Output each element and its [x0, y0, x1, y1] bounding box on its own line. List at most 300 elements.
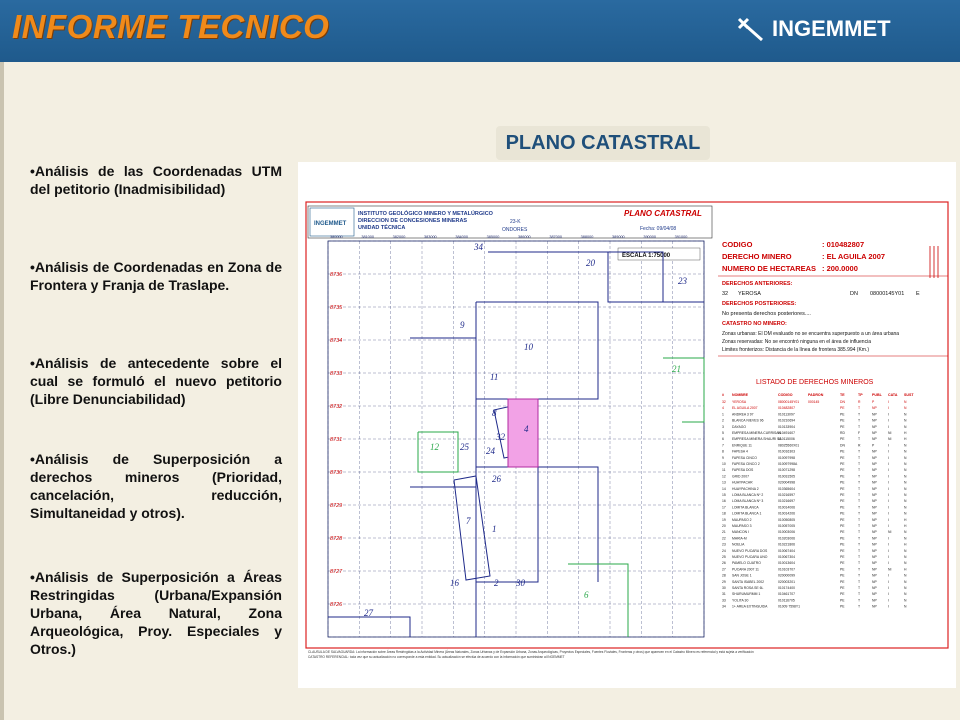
listado-cell: PE: [840, 412, 845, 417]
listado-cell: YEROSA: [732, 400, 747, 404]
listado-cell: T: [858, 455, 861, 460]
listado-cell: N: [904, 511, 907, 516]
listado-cell: N: [904, 573, 907, 578]
listado-cell: ANDREA 3 97: [732, 412, 754, 417]
map-date: Fecha: 09/04/08: [640, 226, 677, 232]
listado-title: LISTADO DE DERECHOS MINEROS: [756, 379, 874, 386]
listado-cell: R: [858, 400, 861, 404]
area-number: 16: [450, 578, 459, 588]
listado-cell: N: [904, 579, 907, 584]
listado-cell: NP: [872, 468, 877, 473]
listado-cell: T: [858, 437, 861, 442]
listado-cell: LOMA BLANCA Nº 3: [732, 499, 764, 504]
listado-cell: N: [904, 443, 907, 448]
listado-cell: 010067404: [778, 548, 795, 553]
listado-cell: DN: [840, 400, 845, 404]
listado-cell: EL AGUILA 2007: [732, 406, 758, 411]
left-rule: [0, 62, 4, 720]
listado-cell: PE: [840, 517, 845, 522]
listado-cell: 010133904: [778, 424, 795, 429]
listado-header: TE: [840, 393, 845, 397]
listado-cell: NP: [872, 530, 877, 535]
top-tick-label: 388000: [580, 235, 594, 239]
listado-cell: T: [858, 573, 861, 578]
left-tick-label: 8733: [330, 371, 343, 377]
footnote-line: CATASTRO REFERENCIAL: toda vez que su actualización no corresponde a esta entidad. Su actualización se efectúa de acuerdo con la información que suministran al INGEMMET: [308, 655, 565, 659]
plano-catastral-label: PLANO CATASTRAL: [496, 126, 710, 160]
listado-cell: I: [888, 468, 889, 473]
listado-cell: NP: [872, 431, 877, 435]
listado-cell: NP: [872, 598, 877, 603]
listado-cell: NP: [872, 449, 877, 454]
listado-header: CODIGO: [778, 393, 793, 397]
listado-cell: N: [904, 536, 907, 541]
left-tick-label: 8736: [330, 272, 343, 278]
listado-cell: I: [888, 586, 889, 590]
listado-cell: P: [872, 443, 875, 448]
listado-cell: PE: [840, 424, 845, 429]
listado-cell: PE: [840, 511, 845, 516]
listado-cell: T: [858, 592, 861, 597]
catastro-line: Zonas urbanas: El DM evaluado no se encuentra superpuesto a un área urbana: [722, 331, 900, 337]
posteriores-text: No presenta derechos posteriores....: [722, 311, 811, 317]
listado-cell: 32: [722, 400, 726, 404]
top-tick-label: 385000: [486, 235, 500, 239]
listado-cell: T: [858, 493, 861, 497]
bullet-item: •Análisis de Superposición a Áreas Restringidas (Urbana/Expansión Urbana, Área Natural, Zona Arqueológica, Proy. Especiales y Otros.): [30, 569, 282, 657]
listado-cell: NP: [872, 517, 877, 522]
listado-cell: NI: [888, 530, 892, 535]
listado-cell: I: [888, 400, 889, 404]
anteriores-cell: YEROSA: [738, 291, 761, 297]
listado-cell: 7: [722, 443, 724, 448]
bullet-item: •Análisis de Superposición a derechos mineros (Prioridad, cancelación, reducción, Simultaneidad y otros).: [30, 451, 282, 521]
listado-cell: T: [858, 567, 861, 572]
top-tick-label: 382000: [392, 235, 406, 239]
listado-cell: T: [858, 499, 861, 504]
area-number: 30: [516, 578, 525, 588]
listado-cell: NI: [888, 567, 892, 572]
listado-cell: T: [858, 468, 861, 473]
listado-cell: N: [904, 493, 907, 497]
listado-cell: NP: [872, 437, 877, 442]
listado-cell: N: [904, 474, 907, 479]
area-number: 25: [460, 442, 469, 452]
area-number: 32: [496, 432, 505, 442]
listado-cell: I: [888, 598, 889, 603]
listado-cell: N: [904, 555, 907, 559]
listado-cell: 28: [722, 573, 726, 578]
listado-cell: PE: [840, 499, 845, 504]
top-tick-label: 386000: [518, 235, 531, 239]
listado-cell: GRID 2007: [732, 474, 749, 479]
listado-cell: NP: [872, 567, 877, 572]
posteriores-title: DERECHOS POSTERIORES:: [722, 301, 797, 307]
listado-cell: 10: [722, 462, 726, 466]
top-tick-label: 391000: [674, 235, 688, 239]
bullet-item: •Análisis de las Coordenadas UTM del petitorio (Inadmisibilidad): [30, 163, 282, 197]
listado-cell: 010050805: [778, 517, 795, 522]
listado-cell: LOMITA BLANCA: [732, 505, 759, 510]
area-number: 1: [492, 524, 497, 534]
derecho-value: : EL AGUILA 2007: [822, 252, 886, 261]
listado-cell: FAPESA DOS: [732, 468, 754, 473]
listado-cell: NP: [872, 604, 877, 609]
listado-cell: 010097998: [778, 455, 795, 460]
listado-cell: NOELIA: [732, 542, 745, 547]
listado-cell: I: [888, 573, 889, 578]
listado-cell: 08025560X01: [778, 443, 800, 448]
listado-cell: NI: [888, 437, 892, 442]
listado-cell: 16: [722, 499, 726, 504]
listado-cell: PE: [840, 555, 845, 559]
listado-cell: MANCON I: [732, 530, 749, 535]
listado-cell: I: [888, 412, 889, 417]
listado-cell: NP: [872, 592, 877, 597]
area-number: 21: [672, 364, 681, 374]
listado-cell: NP: [872, 542, 877, 547]
listado-cell: 010067304: [778, 555, 795, 559]
listado-cell: 010174400: [778, 586, 795, 590]
listado-cell: T: [858, 480, 861, 485]
bullet-item: •Análisis de antecedente sobre el cual se formuló el nuevo petitorio (Libre Denunciabilidad): [30, 355, 282, 407]
listado-cell: N: [904, 548, 907, 553]
listado-cell: R: [858, 443, 861, 448]
page-title: INFORME TECNICO: [12, 8, 330, 45]
listado-cell: PE: [840, 567, 845, 572]
listado-cell: PE: [840, 579, 845, 584]
listado-cell: 010103707: [778, 567, 795, 572]
listado-cell: H: [904, 567, 907, 572]
listado-cell: 6: [722, 437, 724, 442]
anteriores-cell: 08000145Y01: [870, 291, 905, 297]
listado-cell: H: [904, 542, 907, 547]
listado-cell: I: [888, 536, 889, 541]
listado-cell: DAYAGO: [732, 424, 747, 429]
listado-cell: N: [904, 530, 907, 535]
listado-cell: NUEVO PUCARA UNO: [732, 555, 768, 559]
listado-cell: PE: [840, 530, 845, 535]
top-tick-label: 387000: [549, 235, 563, 239]
listado-cell: N: [904, 598, 907, 603]
listado-cell: 17: [722, 505, 726, 510]
listado-cell: I: [888, 418, 889, 423]
listado-cell: 010003006: [778, 530, 795, 535]
listado-cell: PE: [840, 468, 845, 473]
listado-cell: NI: [888, 431, 892, 435]
left-tick-label: 8734: [330, 338, 343, 344]
listado-cell: SANTA ROSA SE 6L: [732, 586, 764, 590]
top-tick-label: 380000: [330, 235, 343, 239]
listado-cell: T: [858, 598, 861, 603]
small-logo-text: INGEMMET: [314, 221, 347, 227]
listado-header: SUST: [904, 393, 914, 397]
listado-cell: NP: [872, 579, 877, 584]
listado-cell: 15: [722, 493, 726, 497]
catastro-line: Limites fronterizos: Distancia de la línea de frontera 385.994 (Km.): [722, 347, 870, 353]
listado-cell: I: [888, 449, 889, 454]
listado-cell: SANTA ISABEL 2002: [732, 579, 765, 584]
listado-cell: NP: [872, 573, 877, 578]
header-bar: [0, 0, 960, 62]
listado-cell: 010014006: [778, 505, 795, 510]
area-number: 2: [494, 578, 499, 588]
listado-header: #: [722, 393, 724, 397]
listado-cell: PE: [840, 474, 845, 479]
listado-cell: T: [858, 517, 861, 522]
listado-cell: HUAYPACHINA 2: [732, 486, 759, 491]
listado-cell: 4: [722, 406, 724, 411]
listado-cell: PUCARA 2007 11: [732, 567, 759, 572]
listado-cell: I: [888, 524, 889, 528]
scale-label: ESCALA 1:75000: [622, 253, 671, 259]
cadastral-map-image: [298, 162, 956, 688]
listado-cell: T: [858, 555, 861, 559]
footnote-line: CLAUSULA DE SALVAGUARDA: La información sobre Áreas Restringidas a la Actividad Minera (Áreas Naturales, Zonas Urbanas y de Expansión Urbana, Zonas Arqueológicas, Proyectos Especiales, Fuentes Fluviales, Fronteras y otros) que aparecen en el Catastro Minero es referencial y está sujeta a verificación: [308, 650, 754, 654]
listado-header: PUBL: [872, 393, 882, 397]
listado-cell: T: [858, 604, 861, 609]
listado-cell: T: [858, 586, 861, 590]
listado-cell: 8: [722, 449, 724, 454]
listado-cell: MAUPASO 2: [732, 517, 752, 522]
listado-cell: HUAYPACAR: [732, 480, 753, 485]
listado-cell: 21: [722, 530, 726, 535]
listado-cell: NP: [872, 536, 877, 541]
listado-header: NOMBRE: [732, 393, 748, 397]
listado-cell: YOLITA 30: [732, 598, 749, 603]
listado-cell: 010057005: [778, 524, 795, 528]
listado-cell: NP: [872, 505, 877, 510]
listado-cell: 010491607: [778, 431, 795, 435]
institute-line: INSTITUTO GEOLÓGICO MINERO Y METALÚRGICO: [358, 211, 493, 217]
listado-cell: I: [888, 517, 889, 522]
listado-cell: 020004998: [778, 480, 795, 485]
listado-cell: I: [888, 424, 889, 429]
listado-cell: FAPESA CINCO: [732, 455, 757, 460]
listado-cell: NP: [872, 480, 877, 485]
listado-cell: 30: [722, 586, 726, 590]
listado-cell: I: [888, 505, 889, 510]
sheet-code: 23-K: [510, 219, 521, 225]
listado-cell: 010116705: [778, 598, 795, 603]
listado-cell: 010216597: [778, 493, 795, 497]
listado-cell: NP: [872, 548, 877, 553]
left-tick-label: 8735: [330, 305, 343, 311]
listado-cell: PE: [840, 505, 845, 510]
listado-cell: I: [888, 579, 889, 584]
listado-cell: I: [888, 499, 889, 504]
hect-value: : 200.0000: [822, 264, 858, 273]
area-number: 20: [586, 258, 595, 268]
listado-cell: 13: [722, 480, 726, 485]
left-tick-label: 8727: [330, 569, 343, 575]
listado-cell: N: [904, 499, 907, 504]
listado-cell: PE: [840, 524, 845, 528]
listado-cell: I: [888, 406, 889, 411]
top-tick-label: 383000: [424, 235, 437, 239]
listado-cell: BLANCA NIEVES 96: [732, 418, 764, 423]
listado-cell: T: [858, 561, 861, 566]
anteriores-title: DERECHOS ANTERIORES:: [722, 281, 793, 287]
area-number: 6: [584, 590, 589, 600]
listado-cell: 010071298: [778, 468, 795, 473]
listado-cell: NP: [872, 493, 877, 497]
listado-cell: PE: [840, 406, 845, 411]
listado-cell: 20: [722, 524, 726, 528]
listado-cell: PE: [840, 536, 845, 541]
listado-cell: T: [858, 418, 861, 423]
listado-cell: PE: [840, 437, 845, 442]
listado-cell: PE: [840, 561, 845, 566]
listado-cell: NP: [872, 561, 877, 566]
listado-cell: I: [888, 561, 889, 566]
listado-cell: 010113097: [778, 412, 795, 417]
listado-cell: 1: [722, 412, 724, 417]
listado-cell: 11: [722, 468, 726, 473]
plano-title: PLANO CATASTRAL: [624, 209, 702, 218]
area-number: 10: [524, 342, 533, 352]
listado-cell: 24: [722, 548, 726, 553]
listado-cell: 33: [722, 598, 726, 603]
listado-cell: N: [904, 412, 907, 417]
listado-cell: DN: [840, 443, 845, 448]
listado-cell: T: [858, 548, 861, 553]
area-number: 24: [486, 446, 495, 456]
area-number: 11: [490, 372, 499, 382]
listado-cell: MAUPASO 3: [732, 524, 752, 528]
institute-line: DIRECCION DE CONCESIONES MINERAS: [358, 218, 468, 224]
listado-cell: T: [858, 406, 861, 411]
area-number: 12: [430, 442, 439, 452]
catastro-title: CATASTRO NO MINERO:: [722, 321, 787, 327]
listado-cell: H: [904, 431, 907, 435]
left-tick-label: 8728: [330, 536, 343, 542]
area-number: 26: [492, 474, 501, 484]
listado-cell: N: [904, 586, 907, 590]
bullet-item: •Análisis de Coordenadas en Zona de Frontera y Franja de Traslape.: [30, 259, 282, 293]
listado-cell: 010216697: [778, 499, 795, 504]
catastro-line: Zonas reservadas: No se encontró ninguna en el área de influencia: [722, 339, 871, 345]
listado-cell: 27: [722, 567, 726, 572]
listado-cell: N: [904, 449, 907, 454]
listado-cell: PE: [840, 455, 845, 460]
listado-cell: 1+ AREA EXTINGUIDA: [732, 604, 768, 609]
anteriores-cell: 32: [722, 291, 729, 297]
listado-cell: LOMA BLANCA Nº 2: [732, 493, 764, 497]
listado-cell: T: [858, 486, 861, 491]
listado-cell: EMPRESA MINERA SHAURI SA: [732, 437, 782, 442]
listado-cell: I: [888, 455, 889, 460]
listado-cell: LOMITA BLANCA 1: [732, 511, 762, 516]
area-number: 9: [460, 320, 465, 330]
listado-cell: NP: [872, 418, 877, 423]
listado-cell: T: [858, 511, 861, 516]
listado-cell: 010115006: [778, 437, 795, 442]
listado-cell: T: [858, 474, 861, 479]
listado-cell: I: [888, 592, 889, 597]
listado-cell: 010203006: [778, 536, 795, 541]
listado-cell: H: [904, 437, 907, 442]
listado-cell: N: [904, 486, 907, 491]
codigo-label: CODIGO: [722, 240, 753, 249]
listado-cell: N: [904, 455, 907, 460]
top-tick-label: 384000: [455, 235, 469, 239]
listado-cell: SAN JOSE 1: [732, 573, 752, 578]
listado-cell: N: [904, 604, 907, 609]
listado-cell: I: [888, 480, 889, 485]
listado-cell: N: [904, 592, 907, 597]
listado-cell: 010013604: [778, 561, 795, 566]
evaluated-right-area: [508, 399, 538, 467]
listado-cell: NP: [872, 486, 877, 491]
listado-cell: 010210694: [778, 418, 795, 423]
area-number: 4: [524, 424, 529, 434]
listado-cell: 22: [722, 536, 726, 541]
listado-cell: F: [858, 431, 861, 435]
listado-cell: 23: [722, 542, 726, 547]
left-tick-label: 8726: [330, 602, 343, 608]
listado-cell: 5: [722, 431, 724, 435]
listado-header: CATA: [888, 393, 898, 397]
left-tick-label: 8732: [330, 404, 343, 410]
listado-cell: ENRIQUE 11: [732, 443, 752, 448]
listado-cell: EMPRESA MINERA CURRISAN: [732, 431, 781, 435]
listado-cell: NP: [872, 474, 877, 479]
listado-cell: NP: [872, 524, 877, 528]
cadastral-map: [298, 162, 956, 688]
listado-cell: PE: [840, 418, 845, 423]
listado-header: PADRON: [808, 393, 824, 397]
listado-cell: I: [888, 486, 889, 491]
listado-cell: N: [904, 418, 907, 423]
listado-cell: H: [904, 517, 907, 522]
listado-cell: MARIA-M: [732, 536, 747, 541]
listado-cell: T: [858, 424, 861, 429]
listado-header: TP: [858, 393, 863, 397]
listado-cell: 9: [722, 455, 724, 460]
listado-cell: 01009 7598Y1: [778, 604, 801, 609]
listado-cell: N: [904, 480, 907, 485]
listado-cell: PE: [840, 493, 845, 497]
listado-cell: I: [888, 493, 889, 497]
listado-cell: T: [858, 536, 861, 541]
derecho-label: DERECHO MINERO: [722, 252, 792, 261]
listado-cell: T: [858, 579, 861, 584]
listado-cell: I: [888, 443, 889, 448]
logo-text: INGEMMET: [772, 16, 891, 41]
listado-cell: 18: [722, 511, 726, 516]
listado-cell: T: [858, 412, 861, 417]
listado-cell: PE: [840, 604, 845, 609]
listado-cell: PE: [840, 548, 845, 553]
listado-cell: NP: [872, 499, 877, 504]
area-number: 27: [364, 608, 373, 618]
listado-cell: NP: [872, 406, 877, 411]
listado-cell: NP: [872, 555, 877, 559]
listado-cell: N: [904, 406, 907, 411]
listado-cell: I: [888, 555, 889, 559]
left-tick-label: 8729: [330, 503, 343, 509]
listado-cell: PE: [840, 592, 845, 597]
listado-cell: N: [904, 400, 907, 404]
listado-cell: PE: [840, 586, 845, 590]
listado-cell: 31: [722, 592, 726, 597]
listado-cell: PAMELO CUATRO: [732, 561, 761, 566]
listado-cell: PE: [840, 573, 845, 578]
listado-cell: I: [888, 462, 889, 466]
listado-cell: 010221806: [778, 542, 795, 547]
ingemmet-logo: [736, 16, 891, 42]
